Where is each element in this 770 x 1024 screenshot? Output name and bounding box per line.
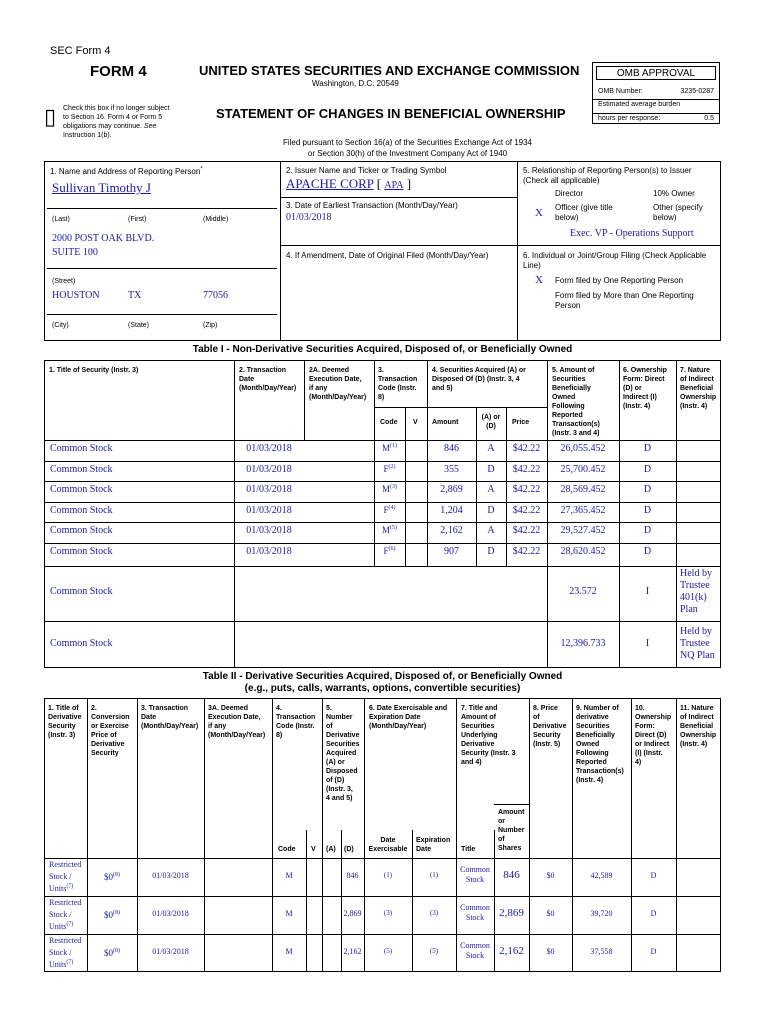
derivative-security-title: Restricted Stock / Units$^{(7)}$	[49, 936, 82, 969]
security-title: Common Stock	[50, 525, 113, 536]
disposed-amount: 2,162	[343, 947, 362, 956]
omb-title: OMB APPROVAL	[596, 66, 716, 80]
price: $42.22	[512, 525, 541, 536]
transaction-code: $M^{(1)}$	[381, 443, 397, 453]
conversion-price: $0$^{(8)}$	[104, 872, 120, 882]
transaction-code: M	[285, 947, 293, 956]
price: $42.22	[512, 464, 541, 475]
state-value: TX	[128, 290, 142, 301]
zip-label: (Zip)	[203, 322, 218, 329]
omb-hours: 0.5	[704, 115, 714, 122]
director-option: Director	[555, 189, 584, 198]
t2-header-date: 3. Transaction Date (Month/Day/Year)	[141, 705, 199, 730]
t1-sub-v: V	[413, 419, 418, 426]
officer-title: Exec. VP - Operations Support	[570, 228, 694, 239]
omb-number: 3235-0287	[680, 88, 714, 95]
owned-following: 25,700.452	[560, 464, 606, 475]
t2-sub-expiration: Expiration Date	[416, 837, 451, 853]
issuer-name[interactable]: APACHE CORP	[286, 176, 374, 191]
ownership-form: I	[645, 638, 650, 649]
omb-approval-box	[592, 62, 720, 124]
security-title: Common Stock	[50, 546, 113, 557]
ownership-form: D	[650, 947, 657, 956]
t2-header-code: 4. Transaction Code (Instr. 8)	[276, 705, 316, 739]
city-label: (City)	[52, 322, 69, 329]
omb-hours-label: hours per response:	[598, 115, 661, 122]
owned-following: 28,620.452	[560, 546, 606, 557]
t2-header-number: 5. Number of Derivative Securities Acquired (A) or Disposed of (D) (Instr. 3, 4 and 5)	[326, 705, 360, 802]
underlying-shares: 2,869	[499, 907, 524, 919]
t2-header-underlying: 7. Title and Amount of Securities Underlying Derivative Security (Instr. 3 and 4)	[461, 705, 516, 766]
ownership-form: D	[643, 505, 652, 516]
date-exercisable: (3)	[383, 909, 393, 917]
t2-sub-code: Code	[278, 846, 296, 853]
acquired-disposed: D	[487, 505, 495, 516]
address: 2000 POST OAK BLVD. SUITE 100	[52, 233, 155, 258]
t2-header-title: 1. Title of Derivative Security (Instr. 3)	[48, 705, 82, 739]
amount: 2,869	[440, 484, 463, 495]
price: $42.22	[512, 443, 541, 454]
other-option: Other (specify below)	[653, 203, 703, 222]
derivative-price: $0	[546, 871, 555, 880]
amount: 2,162	[440, 525, 463, 536]
table-row	[0, 464, 770, 482]
issuer-line: APACHE CORP [ APA ]	[286, 176, 412, 191]
underlying-title: Common Stock	[460, 865, 490, 884]
transaction-code: $M^{(5)}$	[381, 525, 397, 535]
table1-title: Table I - Non-Derivative Securities Acquired, Disposed of, or Beneficially Owned	[192, 344, 573, 355]
transaction-date: 01/03/2018	[246, 505, 292, 516]
table-row	[0, 505, 770, 523]
acquired-disposed: A	[487, 484, 495, 495]
omb-number-label: OMB Number:	[598, 88, 643, 95]
owned-following: 26,055.452	[560, 443, 606, 454]
price: $42.22	[512, 546, 541, 557]
t2-sub-date-exercisable: Date Exercisable	[368, 837, 408, 853]
t2-sub-title: Title	[461, 846, 476, 853]
transaction-date: 01/03/2018	[246, 546, 292, 557]
t1-header-securities: 4. Securities Acquired (A) or Disposed Of (D) (Instr. 3, 4 and 5)	[432, 367, 526, 392]
underlying-shares: 2,162	[499, 945, 524, 957]
sec-form-label: SEC Form 4	[50, 45, 111, 57]
ten-percent-owner-option: 10% Owner	[653, 189, 695, 198]
ownership-form: D	[643, 546, 652, 557]
earliest-transaction-date: 01/03/2018	[286, 212, 332, 223]
statement-title: STATEMENT OF CHANGES IN BENEFICIAL OWNERSHIP	[216, 106, 566, 121]
t1-header-nature: 7. Nature of Indirect Beneficial Ownership (Instr. 4)	[680, 367, 717, 410]
t1-header-amount-owned: 5. Amount of Securities Beneficially Owned Following Reported Transaction(s) (Instr. 3 and 4)	[552, 367, 600, 437]
t1-sub-ad: (A) or (D)	[481, 414, 501, 430]
acquired-disposed: A	[487, 525, 495, 536]
state-label: (State)	[128, 322, 150, 329]
price: $42.22	[512, 484, 541, 495]
owned-following: 23.572	[569, 586, 597, 597]
owned-following: 37,558	[590, 947, 613, 956]
transaction-date: 01/03/2018	[152, 909, 189, 918]
ownership-form: D	[643, 443, 652, 454]
first-label: (First)	[128, 216, 147, 223]
ownership-form: D	[643, 464, 652, 475]
transaction-date: 01/03/2018	[246, 484, 292, 495]
box2-label: 2. Issuer Name and Ticker or Trading Symbol	[286, 166, 447, 175]
table2-title: Table II - Derivative Securities Acquired, Disposed of, or Beneficially Owned (e.g., puts, calls, warrants, options, convertible securities)	[202, 671, 563, 694]
transaction-date: 01/03/2018	[246, 525, 292, 536]
t2-header-ownership-form: 10. Ownership Form: Direct (D) or Indirect (I) (Instr. 4)	[635, 705, 672, 766]
table-row	[0, 546, 770, 564]
price: $42.22	[512, 505, 541, 516]
box6-label: 6. Individual or Joint/Group Filing (Check Applicable Line)	[523, 251, 707, 270]
underlying-title: Common Stock	[460, 903, 490, 922]
box1-label: 1. Name and Address of Reporting Person*	[50, 166, 203, 176]
ownership-form: D	[650, 909, 657, 918]
nature-of-ownership: Held by Trustee NQ Plan	[680, 626, 715, 661]
t2-header-owned: 9. Number of derivative Securities Beneficially Owned Following Reported Transaction(s) (Instr. 4)	[576, 705, 624, 784]
transaction-code: $F^{(4)}$	[383, 505, 396, 515]
city-value: HOUSTON	[52, 290, 100, 301]
conversion-price: $0$^{(8)}$	[104, 910, 120, 920]
acquired-disposed: A	[487, 443, 495, 454]
transaction-code: $F^{(6)}$	[383, 546, 396, 556]
box4-label: 4. If Amendment, Date of Original Filed (Month/Day/Year)	[286, 251, 489, 260]
date-exercisable: (1)	[383, 871, 393, 879]
disposed-amount: 846	[346, 871, 359, 880]
table-row	[0, 566, 770, 621]
t1-sub-amount: Amount	[432, 419, 459, 426]
transaction-code: M	[285, 871, 293, 880]
filed-pursuant-text: Filed pursuant to Section 16(a) of the Securities Exchange Act of 1934 or Section 30(h) of the Investment Company Act of 1940	[282, 138, 533, 158]
table-row	[0, 484, 770, 502]
one-person-option: Form filed by One Reporting Person	[555, 276, 684, 285]
transaction-date: 01/03/2018	[246, 464, 292, 475]
ownership-form: D	[643, 484, 652, 495]
amount: 1,204	[440, 505, 463, 516]
table-row	[0, 934, 770, 972]
street-label: (Street)	[52, 278, 76, 285]
amount: 846	[444, 443, 459, 454]
transaction-date: 01/03/2018	[246, 443, 292, 454]
owned-following: 28,569.452	[560, 484, 606, 495]
t2-sub-d: (D)	[344, 846, 354, 853]
security-title: Common Stock	[50, 464, 113, 475]
owned-following: 39,720	[590, 909, 613, 918]
checkbox-instructions: Check this box if no longer subject to Section 16. Form 4 or Form 5 obligations may continue. See Instruction 1(b).	[63, 105, 170, 139]
zip-value: 77056	[203, 290, 228, 301]
t1-header-deemed: 2A. Deemed Execution Date, if any (Month/Day/Year)	[309, 367, 367, 401]
transaction-code: $M^{(3)}$	[381, 484, 397, 494]
no-longer-subject-checkbox[interactable]: ▯	[44, 104, 57, 129]
acquired-disposed: D	[487, 546, 495, 557]
one-person-checkbox[interactable]: X	[535, 274, 543, 286]
derivative-security-title: Restricted Stock / Units$^{(7)}$	[49, 898, 82, 931]
transaction-code: M	[285, 909, 293, 918]
table-row	[0, 525, 770, 543]
t1-sub-price: Price	[512, 419, 530, 426]
expiration-date: (5)	[429, 947, 439, 955]
t1-header-title: 1. Title of Security (Instr. 3)	[49, 367, 139, 374]
transaction-date: 01/03/2018	[152, 871, 189, 880]
security-title: Common Stock	[50, 505, 113, 516]
transaction-code: $F^{(2)}$	[383, 464, 396, 474]
expiration-date: (1)	[429, 871, 439, 879]
date-exercisable: (5)	[383, 947, 393, 955]
derivative-price: $0	[546, 909, 555, 918]
security-title: Common Stock	[50, 484, 113, 495]
acquired-disposed: D	[487, 464, 495, 475]
underlying-title: Common Stock	[460, 941, 490, 960]
middle-label: (Middle)	[203, 216, 229, 223]
t2-sub-amount-shares: Amount or Number of Shares	[498, 809, 525, 852]
t2-header-conversion: 2. Conversion or Exercise Price of Derivative Security	[91, 705, 130, 757]
derivative-price: $0	[546, 947, 555, 956]
t2-header-price: 8. Price of Derivative Security (Instr. 5)	[533, 705, 567, 748]
last-label: (Last)	[52, 216, 70, 223]
ownership-form: D	[643, 525, 652, 536]
t2-header-exercisable: 6. Date Exercisable and Expiration Date (Month/Day/Year)	[369, 705, 448, 730]
form-title: FORM 4	[90, 63, 147, 80]
owned-following: 29,527.452	[560, 525, 606, 536]
reporting-person-name[interactable]: Sullivan Timothy J	[52, 180, 151, 195]
commission-location: Washington, D.C. 20549	[312, 79, 399, 88]
t1-header-ownership-form: 6. Ownership Form: Direct (D) or Indirect (I) (Instr. 4)	[623, 367, 667, 410]
amount: 355	[444, 464, 459, 475]
disposed-amount: 2,869	[343, 909, 362, 918]
owned-following: 27,365.452	[560, 505, 606, 516]
omb-burden-label: Estimated average burden	[598, 101, 681, 108]
ownership-form: I	[645, 586, 650, 597]
conversion-price: $0$^{(8)}$	[104, 948, 120, 958]
box5-label: 5. Relationship of Reporting Person(s) to Issuer (Check all applicable)	[523, 166, 692, 185]
t2-sub-a: (A)	[326, 846, 336, 853]
officer-option: Officer (give title below)	[555, 203, 613, 222]
table-row	[0, 621, 770, 668]
t2-header-nature: 11. Nature of Indirect Beneficial Ownership (Instr. 4)	[680, 705, 717, 748]
owned-following: 42,589	[590, 871, 613, 880]
t1-header-date: 2. Transaction Date (Month/Day/Year)	[239, 367, 297, 392]
amount: 907	[444, 546, 459, 557]
t1-sub-code: Code	[380, 419, 398, 426]
issuer-ticker[interactable]: APA	[384, 180, 404, 191]
security-title: Common Stock	[50, 443, 113, 454]
owned-following: 12,396.733	[560, 638, 606, 649]
t2-sub-v: V	[311, 846, 316, 853]
table-row	[0, 858, 770, 896]
ownership-form: D	[650, 871, 657, 880]
t1-header-code: 3. Transaction Code (Instr. 8)	[378, 367, 418, 401]
transaction-date: 01/03/2018	[152, 947, 189, 956]
box3-label: 3. Date of Earliest Transaction (Month/Day/Year)	[286, 201, 458, 210]
more-persons-option: Form filed by More than One Reporting Person	[555, 291, 694, 310]
officer-checkbox[interactable]: X	[535, 207, 543, 219]
expiration-date: (3)	[429, 909, 439, 917]
t2-header-deemed: 3A. Deemed Execution Date, if any (Month/Day/Year)	[208, 705, 266, 739]
table-row	[0, 443, 770, 461]
security-title: Common Stock	[50, 586, 113, 597]
commission-title: UNITED STATES SECURITIES AND EXCHANGE COMMISSION	[199, 63, 580, 78]
nature-of-ownership: Held by Trustee 401(k) Plan	[680, 568, 712, 615]
derivative-security-title: Restricted Stock / Units$^{(7)}$	[49, 860, 82, 893]
table-row	[0, 896, 770, 934]
security-title: Common Stock	[50, 638, 113, 649]
underlying-shares: 846	[503, 869, 520, 881]
